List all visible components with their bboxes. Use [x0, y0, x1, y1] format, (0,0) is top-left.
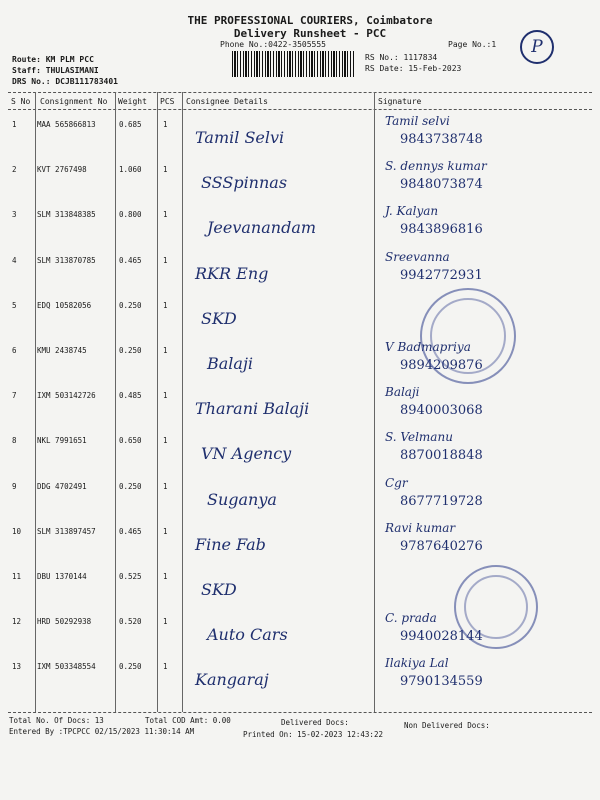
row-sno: 10 [12, 526, 22, 536]
column-divider [374, 92, 375, 712]
row-signature-handwritten: V Badmapriya [385, 340, 471, 354]
row-pcs: 1 [163, 300, 168, 310]
row-sno: 5 [12, 300, 17, 310]
row-consignment-no: IXM 503348554 [37, 662, 96, 672]
page-number: Page No.:1 [448, 40, 497, 49]
header-bottom-rule [8, 109, 592, 110]
row-sno: 7 [12, 391, 17, 401]
drs-number: DRS No.: DCJB111783401 [12, 77, 118, 86]
company-stamp-inner [430, 298, 506, 374]
col-header-pcs: PCS [160, 97, 175, 106]
row-pcs: 1 [163, 120, 168, 129]
row-phone-handwritten: 9942772931 [400, 267, 483, 283]
staff-label: Staff: THULASIMANI [12, 66, 99, 75]
row-sno: 3 [12, 210, 17, 220]
row-pcs: 1 [163, 481, 168, 491]
row-consignee-handwritten: Fine Fab [195, 534, 266, 554]
row-sno: 4 [12, 255, 17, 265]
row-weight: 0.800 [119, 210, 142, 220]
column-divider [157, 92, 158, 712]
row-signature-handwritten: Balaji [385, 385, 420, 400]
printed-on: Printed On: 15-02-2023 12:43:22 [243, 730, 383, 739]
row-pcs: 1 [163, 346, 168, 355]
table-bottom-rule [8, 712, 592, 713]
row-signature-handwritten: Ilakiya Lal [385, 656, 449, 671]
row-consignment-no: HRD 50292938 [37, 617, 92, 627]
rs-date: RS Date: 15-Feb-2023 [365, 64, 462, 73]
row-pcs: 1 [163, 617, 168, 627]
row-signature-handwritten: S. Velmanu [385, 430, 453, 445]
row-weight: 0.250 [119, 346, 142, 355]
runsheet-subtitle: Delivery Runsheet - PCC [233, 27, 387, 40]
row-phone-handwritten: 8870018848 [400, 448, 483, 464]
row-consignee-handwritten: VN Agency [201, 444, 292, 464]
col-header-weight: Weight [118, 97, 147, 106]
row-pcs: 1 [163, 662, 168, 672]
row-pcs: 1 [163, 255, 168, 265]
row-weight: 0.485 [119, 391, 142, 401]
row-weight: 0.465 [119, 526, 142, 536]
row-phone-handwritten: 8940003068 [400, 403, 483, 419]
row-pcs: 1 [163, 572, 168, 581]
row-consignment-no: DDG 4702491 [37, 481, 87, 491]
row-signature-handwritten: J. Kalyan [385, 204, 439, 219]
row-phone-handwritten: 9940028144 [400, 629, 483, 645]
total-docs: Total No. Of Docs: 13 [9, 716, 104, 725]
row-consignee-handwritten: SSSpinnas [201, 173, 288, 193]
col-header-consignee: Consignee Details [186, 97, 268, 106]
row-pcs: 1 [163, 436, 168, 446]
row-signature-handwritten: Ravi kumar [385, 520, 456, 535]
row-sno: 2 [12, 165, 17, 175]
row-consignment-no: NKL 7991651 [37, 436, 87, 446]
row-consignment-no: IXM 503142726 [37, 391, 96, 401]
row-phone-handwritten: 9848073874 [400, 177, 483, 193]
row-consignee-handwritten: Tamil Selvi [195, 128, 285, 147]
rs-info [365, 52, 461, 74]
row-phone-handwritten: 9790134559 [400, 674, 483, 690]
row-consignee-handwritten: Balaji [207, 354, 254, 373]
row-consignee-handwritten: Tharani Balaji [195, 399, 310, 419]
row-weight: 0.525 [119, 572, 142, 581]
row-consignee-handwritten: Kangaraj [195, 670, 269, 690]
row-pcs: 1 [163, 165, 168, 175]
row-consignment-no: DBU 1370144 [37, 572, 87, 581]
row-sno: 11 [12, 572, 22, 581]
row-phone-handwritten: 9894209876 [400, 358, 483, 373]
row-phone-handwritten: 9843738748 [400, 132, 483, 147]
row-consignee-handwritten: SKD [201, 580, 237, 599]
row-consignee-handwritten: Auto Cars [207, 625, 288, 645]
row-weight: 0.250 [119, 300, 142, 310]
col-header-consignment: Consignment No [40, 97, 108, 106]
route-info [12, 54, 118, 87]
column-divider [115, 92, 116, 712]
total-cod: Total COD Amt: 0.00 [145, 716, 231, 725]
row-weight: 0.465 [119, 255, 142, 265]
row-sno: 13 [12, 662, 22, 672]
company-name: THE PROFESSIONAL COURIERS, Coimbatore [187, 14, 433, 27]
row-consignee-handwritten: Jeevanandam [207, 218, 317, 238]
row-weight: 1.060 [119, 165, 142, 175]
table-top-rule [8, 92, 592, 93]
row-consignment-no: SLM 313870785 [37, 255, 96, 265]
row-signature-handwritten: Sreevanna [385, 249, 450, 264]
row-sno: 8 [12, 436, 17, 446]
row-phone-handwritten: 9787640276 [400, 538, 483, 554]
row-consignment-no: MAA 565866813 [37, 120, 96, 129]
column-divider [182, 92, 183, 712]
row-weight: 0.685 [119, 120, 142, 129]
route-label: Route: KM PLM PCC [12, 55, 94, 64]
row-pcs: 1 [163, 391, 168, 401]
row-consignment-no: EDQ 10582056 [37, 300, 92, 310]
row-weight: 0.520 [119, 617, 142, 627]
col-header-sno: S No [11, 97, 31, 106]
row-phone-handwritten: 9843896816 [400, 222, 483, 238]
rs-number: RS No.: 1117834 [365, 53, 438, 62]
barcode-image [232, 51, 354, 77]
row-consignment-no: SLM 313897457 [37, 526, 96, 536]
row-sno: 6 [12, 346, 17, 355]
row-sno: 9 [12, 481, 17, 491]
row-pcs: 1 [163, 210, 168, 220]
row-consignee-handwritten: SKD [201, 308, 237, 328]
row-signature-handwritten: C. prada [385, 611, 437, 626]
row-signature-handwritten: Tamil selvi [385, 114, 450, 128]
row-consignment-no: KMU 2438745 [37, 346, 87, 355]
row-weight: 0.250 [119, 481, 142, 491]
row-signature-handwritten: Cgr [385, 475, 408, 490]
row-sno: 1 [12, 120, 17, 129]
delivered-docs: Delivered Docs: [281, 718, 349, 727]
row-signature-handwritten: S. dennys kumar [385, 159, 487, 174]
row-consignee-handwritten: Suganya [207, 489, 277, 509]
entered-by: Entered By :TPCPCC 02/15/2023 11:30:14 AM [9, 727, 195, 736]
row-weight: 0.250 [119, 662, 142, 672]
row-weight: 0.650 [119, 436, 142, 446]
row-sno: 12 [12, 617, 22, 627]
col-header-signature: Signature [378, 97, 422, 106]
row-phone-handwritten: 8677719728 [400, 493, 483, 509]
row-consignee-handwritten: RKR Eng [195, 263, 269, 283]
company-stamp-inner [464, 575, 528, 639]
row-consignment-no: SLM 313848385 [37, 210, 96, 220]
column-divider [35, 92, 36, 712]
row-pcs: 1 [163, 526, 168, 536]
document-title [160, 14, 460, 40]
phone-number: Phone No.:0422-3505555 [220, 40, 326, 49]
non-delivered-docs: Non Delivered Docs: [404, 721, 490, 730]
stamp-circle: P [520, 30, 554, 64]
row-consignment-no: KVT 2767498 [37, 165, 87, 175]
